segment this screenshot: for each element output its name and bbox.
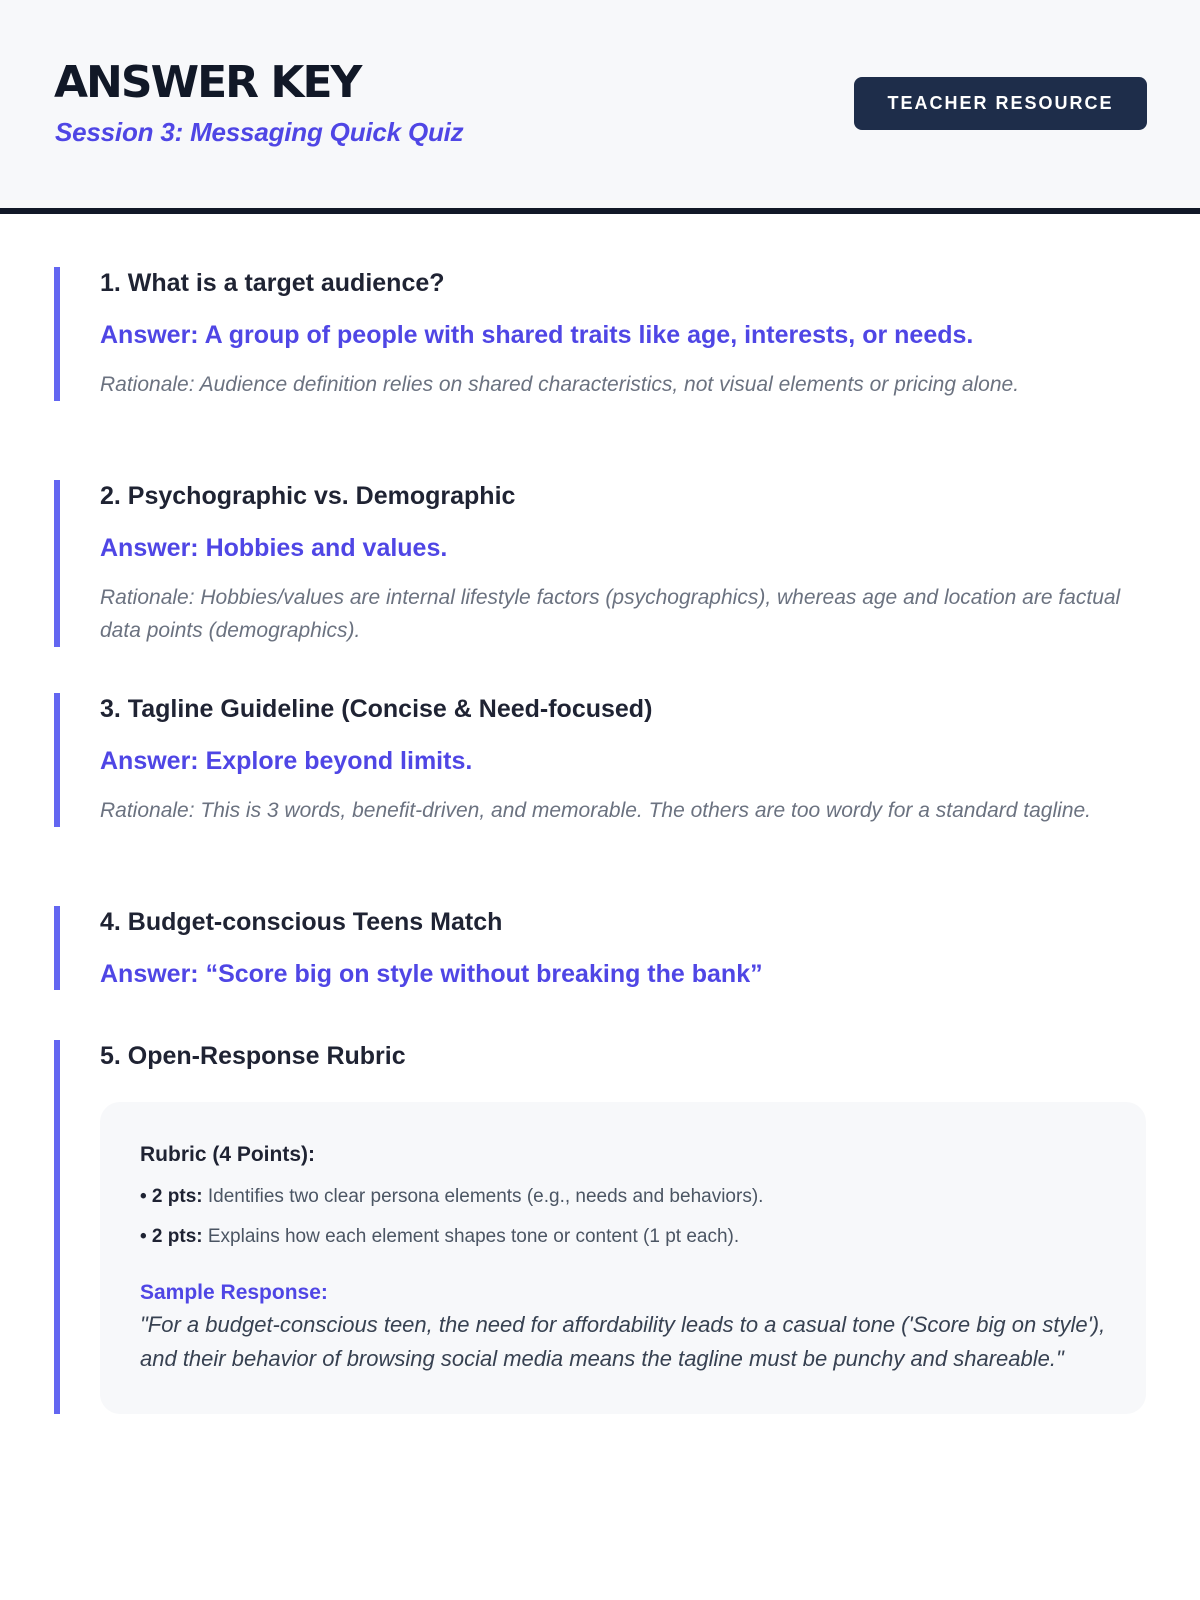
question-block-5 (54, 1040, 1146, 1414)
rubric-points: • 2 pts: (140, 1226, 203, 1247)
sample-response-label: Sample Response: (140, 1281, 328, 1304)
teacher-resource-badge: TEACHER RESOURCE (854, 77, 1147, 130)
answer-text: Answer: A group of people with shared traits like age, interests, or needs. (100, 321, 974, 349)
rubric-title: Rubric (4 Points): (140, 1143, 316, 1166)
question-block-2 (54, 480, 1146, 647)
rationale-text: Rationale: Audience definition relies on shared characteristics, not visual elements or pricing alone. (100, 373, 1020, 396)
rubric-criterion: Explains how each element shapes tone or content (1 pt each). (202, 1226, 740, 1247)
answer-text: Answer: Explore beyond limits. (100, 747, 473, 775)
question-title: 3. Tagline Guideline (Concise & Need-focused) (100, 695, 653, 723)
header (0, 0, 1200, 214)
answer-text: Answer: Hobbies and values. (100, 534, 448, 562)
page-subtitle: Session 3: Messaging Quick Quiz (55, 117, 464, 147)
question-block-1 (54, 267, 1146, 401)
page-title: ANSWER KEY (54, 57, 361, 108)
rubric-points: • 2 pts: (140, 1186, 203, 1207)
rubric-item (140, 1184, 1106, 1210)
rubric-criterion: Identifies two clear persona elements (e.g., needs and behaviors). (202, 1186, 764, 1207)
question-block-3 (54, 693, 1146, 827)
question-title: 4. Budget-conscious Teens Match (100, 908, 503, 936)
question-title: 1. What is a target audience? (100, 269, 445, 297)
question-block-4 (54, 906, 1146, 990)
rationale-text: Rationale: Hobbies/values are internal lifestyle factors (psychographics), whereas age and location are factual data points (demographics). (100, 586, 1121, 642)
rationale-text: Rationale: This is 3 words, benefit-driven, and memorable. The others are too wordy for a standard tagline. (100, 799, 1092, 822)
rubric-item (140, 1224, 1106, 1250)
question-title: 2. Psychographic vs. Demographic (100, 482, 516, 510)
sample-response-text: "For a budget-conscious teen, the need for affordability leads to a casual tone ('Score big on style'), and their behavior of browsing social media means the tagline must be punchy and shareable." (140, 1312, 1106, 1371)
rubric-box (100, 1102, 1146, 1414)
question-title: 5. Open-Response Rubric (100, 1042, 406, 1070)
answer-text: Answer: “Score big on style without breaking the bank” (100, 960, 763, 988)
